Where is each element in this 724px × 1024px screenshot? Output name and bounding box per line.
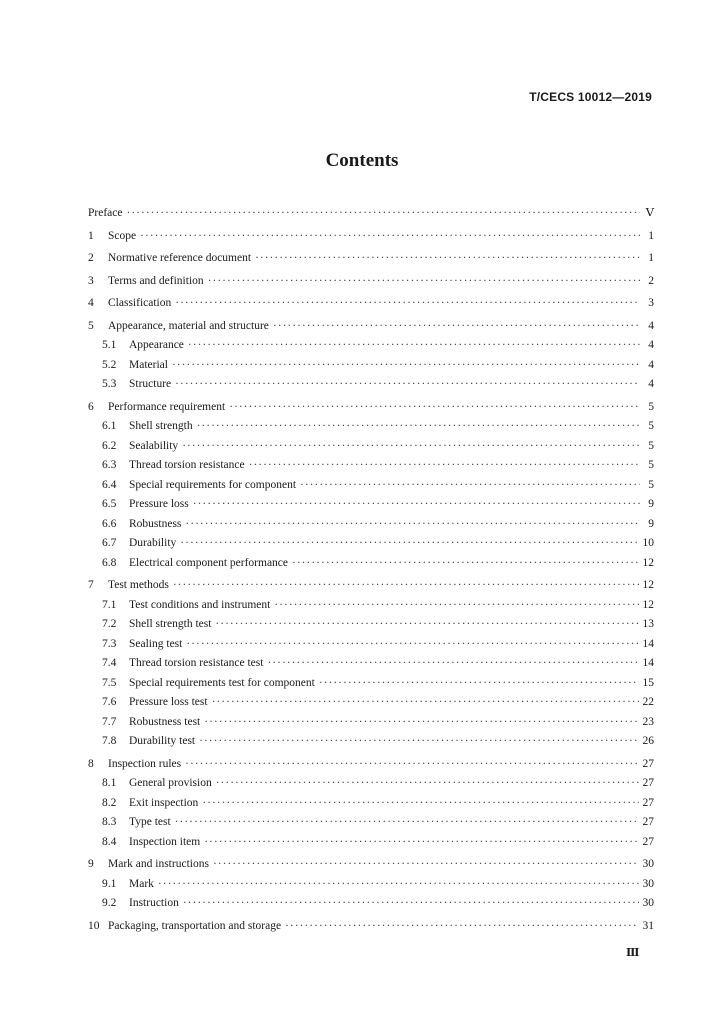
dot-leader — [255, 251, 640, 265]
dot-leader — [180, 536, 638, 550]
toc-entry-label: Pressure loss — [129, 498, 189, 510]
toc-entry-page: 5 — [648, 400, 654, 413]
toc-entry-page: 27 — [642, 796, 654, 809]
toc-entry-page: 27 — [642, 757, 654, 770]
toc-entry-label: Instruction — [129, 897, 179, 909]
dot-leader — [229, 400, 640, 414]
toc-entry[interactable] — [88, 637, 654, 651]
dot-leader — [186, 637, 638, 651]
toc-entry-number: 7.3 — [102, 637, 117, 650]
toc-entry-label: Normative reference document — [108, 252, 252, 264]
toc-entry-number: 7.1 — [102, 598, 117, 611]
toc-entry-label: Packaging, transportation and storage — [108, 919, 282, 932]
toc-entry-page: 30 — [642, 858, 654, 870]
toc-entry-label: Sealing test — [129, 637, 183, 650]
dot-leader — [185, 517, 640, 531]
toc-entry-number: 7.7 — [102, 715, 117, 728]
toc-entry-page: 27 — [642, 816, 654, 828]
toc-entry-page: 2 — [648, 274, 654, 287]
toc-entry-page: 14 — [642, 637, 654, 650]
toc-entry[interactable] — [88, 400, 654, 414]
toc-entry-number: 6.4 — [102, 478, 117, 491]
toc-entry-number: 6 — [88, 400, 94, 413]
toc-entry-label: Shell strength test — [129, 618, 212, 630]
toc-entry-page: Ⅴ — [645, 207, 654, 219]
toc-entry-label: Inspection item — [129, 835, 201, 848]
toc-entry-number: 7.4 — [102, 657, 117, 669]
toc-entry-number: 5.2 — [102, 358, 117, 371]
toc-entry-label: Test methods — [108, 579, 169, 591]
toc-entry-number: 9.2 — [102, 897, 117, 909]
toc-entry[interactable] — [88, 676, 654, 690]
dot-leader — [126, 206, 640, 220]
toc-entry-label: Thread torsion resistance test — [129, 657, 264, 669]
dot-leader — [175, 815, 639, 829]
dot-leader — [208, 274, 640, 288]
dot-leader — [197, 419, 640, 433]
dot-leader — [212, 695, 639, 709]
toc-entry-label: Mark and instructions — [108, 858, 209, 870]
toc-entry-label: Special requirements test for component — [129, 676, 315, 689]
toc-entry[interactable] — [88, 877, 654, 891]
toc-entry[interactable] — [88, 734, 654, 748]
toc-entry-label: Terms and definition — [108, 274, 204, 287]
toc-entry-number: 2 — [88, 252, 94, 264]
dot-leader — [249, 458, 640, 472]
toc-entry-number: 7.8 — [102, 735, 117, 747]
toc-entry-label: Appearance, material and structure — [108, 319, 269, 332]
toc-entry-page: 23 — [642, 715, 654, 728]
toc-entry-label: Thread torsion resistance — [129, 459, 245, 471]
toc-entry-label: Type test — [129, 816, 171, 828]
toc-entry-number: 1 — [88, 229, 94, 242]
toc-entry-page: 30 — [642, 897, 654, 909]
toc-entry-label: Robustness test — [129, 715, 201, 728]
toc-entry-page: 4 — [648, 378, 654, 390]
toc-entry-label: Sealability — [129, 439, 179, 452]
toc-entry-label: Shell strength — [129, 420, 193, 432]
toc-entry[interactable] — [88, 497, 654, 511]
toc-entry-label: Preface — [88, 207, 123, 219]
toc-entry[interactable] — [88, 598, 654, 612]
toc-entry-number: 6.7 — [102, 537, 117, 549]
toc-entry-page: 12 — [642, 556, 654, 569]
toc-entry-label: Electrical component performance — [129, 556, 289, 569]
toc-entry-page: 1 — [648, 252, 654, 264]
dot-leader — [175, 377, 640, 391]
toc-entry[interactable] — [88, 358, 654, 372]
toc-entry-page: 12 — [642, 598, 654, 611]
dot-leader — [267, 656, 638, 670]
toc-entry-label: Durability — [129, 537, 177, 549]
dot-leader — [292, 556, 638, 570]
toc-entry-number: 6.8 — [102, 556, 117, 569]
toc-entry-number: 8.3 — [102, 816, 117, 828]
toc-entry[interactable] — [88, 478, 654, 492]
toc-entry[interactable] — [88, 377, 654, 391]
toc-entry[interactable] — [88, 835, 654, 849]
toc-entry[interactable] — [88, 338, 654, 352]
toc-entry-number: 8.4 — [102, 835, 117, 848]
toc-entry[interactable] — [88, 536, 654, 550]
toc-entry[interactable] — [88, 517, 654, 531]
dot-leader — [215, 617, 638, 631]
toc-entry[interactable] — [88, 815, 654, 829]
toc-entry-number: 9 — [88, 858, 94, 870]
toc-entry-label: General provision — [129, 777, 212, 789]
toc-entry-page: 5 — [648, 459, 654, 471]
toc-entry[interactable] — [88, 715, 654, 729]
toc-entry-number: 7 — [88, 579, 94, 591]
toc-entry-number: 5.1 — [102, 339, 117, 351]
toc-entry-label: Exit inspection — [129, 796, 199, 809]
dot-leader — [175, 296, 640, 310]
dot-leader — [204, 715, 638, 729]
toc-entry-page: 4 — [648, 319, 654, 332]
toc-entry[interactable] — [88, 757, 654, 771]
toc-entry[interactable] — [88, 439, 654, 453]
dot-leader — [274, 598, 638, 612]
toc-entry-label: Appearance — [129, 339, 184, 351]
dot-leader — [173, 578, 639, 592]
document-code: T/CECS 10012—2019 — [529, 90, 652, 104]
toc-entry[interactable] — [88, 617, 654, 631]
toc-entry-page: 15 — [642, 676, 654, 689]
dot-leader — [213, 857, 639, 871]
toc-entry-number: 8.2 — [102, 796, 117, 809]
toc-entry-label: Performance requirement — [108, 400, 226, 413]
toc-entry[interactable] — [88, 695, 654, 709]
toc-entry[interactable] — [88, 556, 654, 570]
toc-entry-page: 9 — [648, 498, 654, 510]
toc-entry-number: 6.1 — [102, 420, 117, 432]
toc-entry-label: Material — [129, 358, 168, 371]
toc-entry-number: 5 — [88, 319, 94, 332]
toc-entry-page: 27 — [642, 777, 654, 789]
toc-entry-page: 5 — [648, 478, 654, 491]
toc-entry[interactable] — [88, 419, 654, 433]
toc-entry[interactable] — [88, 896, 654, 910]
toc-entry-page: 30 — [642, 877, 654, 890]
toc-entry[interactable] — [88, 229, 654, 243]
toc-entry[interactable] — [88, 919, 654, 933]
dot-leader — [183, 896, 639, 910]
toc-entry[interactable] — [88, 458, 654, 472]
toc-entry-label: Scope — [108, 229, 137, 242]
table-of-contents — [88, 206, 654, 933]
dot-leader — [202, 796, 638, 810]
toc-entry-page: 14 — [642, 657, 654, 669]
dot-leader — [319, 676, 639, 690]
dot-leader — [204, 835, 638, 849]
toc-entry[interactable] — [88, 857, 654, 871]
toc-entry-page: 3 — [648, 297, 654, 309]
dot-leader — [158, 877, 639, 891]
dot-leader — [188, 338, 640, 352]
toc-entry-number: 7.2 — [102, 618, 117, 630]
toc-entry-number: 6.6 — [102, 517, 117, 530]
toc-entry-page: 26 — [642, 735, 654, 747]
toc-entry-page: 4 — [648, 358, 654, 371]
dot-leader — [140, 229, 640, 243]
toc-entry[interactable] — [88, 776, 654, 790]
dot-leader — [300, 478, 640, 492]
toc-entry-number: 4 — [88, 297, 94, 309]
toc-entry-number: 10 — [88, 919, 100, 932]
toc-entry-label: Test conditions and instrument — [129, 598, 271, 611]
toc-entry-page: 10 — [642, 537, 654, 549]
toc-entry[interactable] — [88, 206, 654, 220]
toc-entry-page: 31 — [642, 919, 654, 932]
toc-entry-label: Mark — [129, 877, 154, 890]
toc-entry-number: 9.1 — [102, 877, 117, 890]
toc-entry-page: 22 — [642, 696, 654, 708]
toc-entry-label: Classification — [108, 297, 172, 309]
toc-entry-page: 4 — [648, 339, 654, 351]
toc-entry[interactable] — [88, 274, 654, 288]
page-number: Ⅲ — [626, 947, 640, 959]
toc-entry[interactable] — [88, 656, 654, 670]
toc-entry-number: 5.3 — [102, 378, 117, 390]
dot-leader — [199, 734, 638, 748]
toc-entry-page: 5 — [648, 420, 654, 432]
toc-entry-page: 9 — [648, 517, 654, 530]
toc-entry-label: Inspection rules — [108, 757, 182, 770]
dot-leader — [273, 319, 640, 333]
dot-leader — [216, 776, 639, 790]
toc-entry-page: 13 — [642, 618, 654, 630]
toc-entry-page: 5 — [648, 439, 654, 452]
toc-entry-page: 1 — [648, 229, 654, 242]
toc-entry-label: Structure — [129, 378, 172, 390]
toc-entry-label: Pressure loss test — [129, 696, 208, 708]
toc-entry-number: 6.5 — [102, 498, 117, 510]
dot-leader — [172, 358, 640, 372]
toc-entry-label: Durability test — [129, 735, 196, 747]
toc-entry-label: Special requirements for component — [129, 478, 297, 491]
toc-entry[interactable] — [88, 251, 654, 265]
dot-leader — [182, 439, 640, 453]
toc-entry[interactable] — [88, 796, 654, 810]
toc-entry-page: 12 — [642, 579, 654, 591]
toc-entry[interactable] — [88, 578, 654, 592]
toc-entry-number: 8 — [88, 757, 94, 770]
toc-entry-label: Robustness — [129, 517, 182, 530]
toc-entry-number: 3 — [88, 274, 94, 287]
toc-entry-number: 7.5 — [102, 676, 117, 689]
page-title: Contents — [325, 150, 399, 171]
dot-leader — [185, 757, 638, 771]
dot-leader — [193, 497, 640, 511]
toc-entry-number: 8.1 — [102, 777, 117, 789]
toc-entry-number: 7.6 — [102, 696, 117, 708]
toc-entry-number: 6.3 — [102, 459, 117, 471]
toc-entry[interactable] — [88, 319, 654, 333]
toc-entry-number: 6.2 — [102, 439, 117, 452]
toc-entry[interactable] — [88, 296, 654, 310]
dot-leader — [285, 919, 638, 933]
toc-entry-page: 27 — [642, 835, 654, 848]
